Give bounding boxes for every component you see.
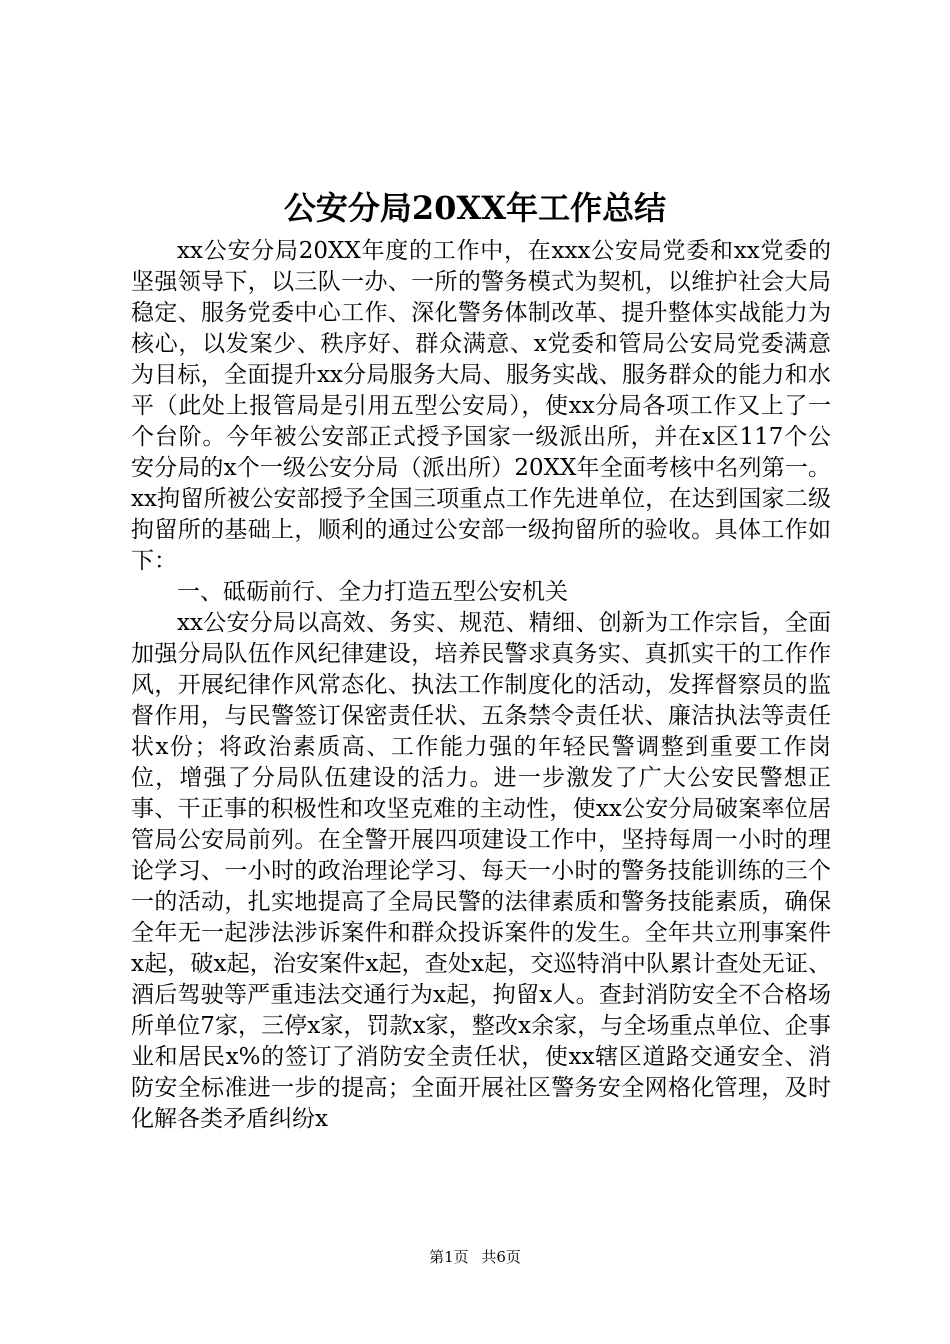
paragraph-section-one: xx公安分局以高效、务实、规范、精细、创新为工作宗旨，全面加强分局队伍作风纪律建设，培养民警求真务实、真抓实干的工作作风，开展纪律作风常态化、执法工作制度化的活动，发挥督察员的监督作用，与民警签订保密责任状、五条禁令责任状、廉洁执法等责任状x份；将政治素质高、工作能力强的年轻民警调整到重要工作岗位，增强了分局队伍建设的活力。进一步激发了广大公安民警想正事、干正事的积极性和攻坚克难的主动性，使xx公安分局破案率位居管局公安局前列。在全警开展四项建设工作中，坚持每周一小时的理论学习、一小时的政治理论学习、每天一小时的警务技能训练的三个一的活动，扎实地提高了全局民警的法律素质和警务技能素质，确保全年无一起涉法涉诉案件和群众投诉案件的发生。全年共立刑事案件x起，破x起，治安案件x起，查处x起，交巡特消中队累计查处无证、酒后驾驶等严重违法交通行为x起，拘留x人。查封消防安全不合格场所单位7家，三停x家，罚款x家，整改x余家，与全场重点单位、企事业和居民x%的签订了消防安全责任状，使xx辖区道路交通安全、消防安全标准进一步的提高；全面开展社区警务安全网格化管理，及时化解各类矛盾纠纷x bbox=[131, 610, 831, 1132]
page-total: 共6页 bbox=[481, 1248, 521, 1266]
section-heading: 一、砥砺前行、全力打造五型公安机关 bbox=[177, 579, 568, 605]
page-number: 第1页 bbox=[429, 1248, 469, 1266]
paragraph-intro: xx公安分局20XX年度的工作中，在xxx公安局党委和xx党委的坚强领导下，以三队一办、一所的警务模式为契机，以维护社会大局稳定、服务党委中心工作、深化警务体制改革、提升整体实战能力为核心，以发案少、秩序好、群众满意、x党委和管局公安局党委满意为目标，全面提升xx分局服务大局、服务实战、服务群众的能力和水平（此处上报管局是引用五型公安局），使xx分局各项工作又上了一个台阶。今年被公安部正式授予国家一级派出所，并在x区117个公安分局的x个一级公安分局（派出所）20XX年全面考核中名列第一。xx拘留所被公安部授予全国三项重点工作先进单位，在达到国家二级拘留所的基础上，顺利的通过公安部一级拘留所的验收。具体工作如下： bbox=[131, 238, 831, 574]
page-footer bbox=[0, 1247, 950, 1267]
document-body bbox=[131, 236, 831, 1135]
page-title: 公安分局20XX年工作总结 bbox=[283, 189, 667, 227]
